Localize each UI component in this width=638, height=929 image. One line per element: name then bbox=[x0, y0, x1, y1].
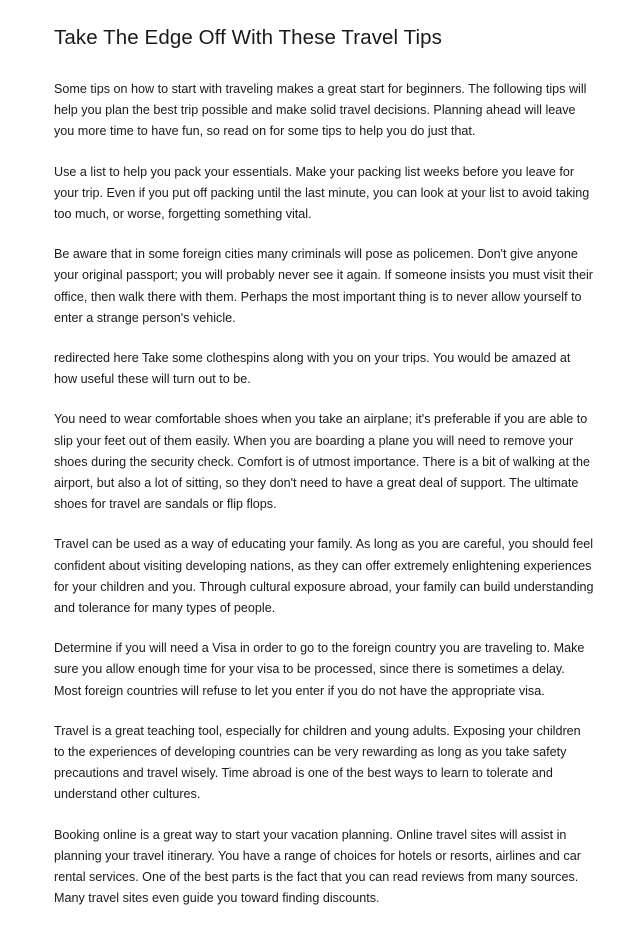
paragraph-booking-online: Booking online is a great way to start your vacation planning. Online travel sites will assist in planning your travel itinerary. You have a range of choices for hotels or resorts, airlines and car rental services. One of the best parts is the fact that you can read reviews from many sources. Many travel sites even guide you toward finding discounts. bbox=[54, 827, 581, 906]
paragraph-comfortable-shoes: You need to wear comfortable shoes when you take an airplane; it's preferable if you are able to slip your feet out of them easily. When you are boarding a plane you will need to remove your shoes during the security check. Comfort is of utmost importance. There is a bit of walking at the airport, but also a lot of sitting, so they don't need to have a great deal of support. The ultimate shoes for travel are sandals or flip flops. bbox=[54, 412, 590, 512]
document-title: Take The Edge Off With These Travel Tips bbox=[54, 26, 442, 49]
paragraph-criminals-warning: Be aware that in some foreign cities many criminals will pose as policemen. Don't give anyone your original passport; you will probably never see it again. If someone insists you must visit their office, then walk there with them. Perhaps the most important thing is to never allow yourself to enter a strange person's vehicle. bbox=[54, 247, 593, 325]
paragraph-visa: Determine if you will need a Visa in order to go to the foreign country you are traveling to. Make sure you allow enough time for your visa to be processed, since there is sometimes a delay. Most foreign countries will refuse to let you enter if you do not have the appropriate visa. bbox=[54, 641, 585, 698]
paragraph-intro: Some tips on how to start with traveling makes a great start for beginners. The following tips will help you plan the best trip possible and make solid travel decisions. Planning ahead will leave you more time to have fun, so read on for some tips to help you do just that. bbox=[54, 82, 587, 139]
paragraph-clothespins: redirected here Take some clothespins along with you on your trips. You would be amazed at how useful these will turn out to be. bbox=[54, 351, 571, 387]
paragraph-educating-family: Travel can be used as a way of educating your family. As long as you are careful, you should feel confident about visiting developing nations, as they can offer extremely enlightening experiences for your children and you. Through cultural exposure abroad, your family can build understanding and tolerance for many types of people. bbox=[54, 537, 594, 616]
paragraph-teaching-tool: Travel is a great teaching tool, especially for children and young adults. Exposing your children to the experiences of developing countries can be very rewarding as long as you take safety precautions and travel wisely. Time abroad is one of the best ways to learn to tolerate and understand other cultures. bbox=[54, 723, 581, 802]
paragraph-packing-list: Use a list to help you pack your essentials. Make your packing list weeks before you leave for your trip. Even if you put off packing until the last minute, you can look at your list to avoid taking too much, or worse, forgetting something vital. bbox=[54, 164, 590, 222]
document-page bbox=[54, 24, 594, 929]
